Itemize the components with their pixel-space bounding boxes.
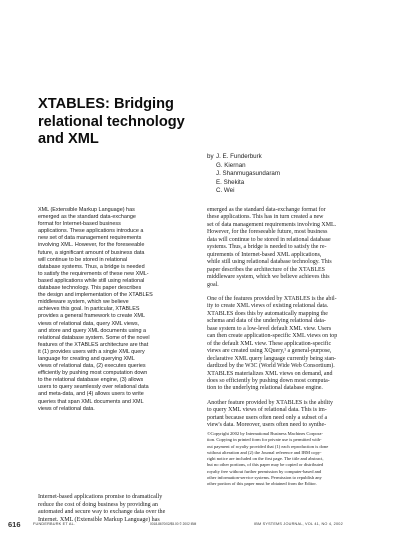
footer-code: 0018-8670/02/$5.00 © 2002 IBM <box>150 522 197 526</box>
body-paragraph-2 <box>207 296 365 393</box>
body-line: goal. <box>207 281 219 288</box>
title-line: XTABLES: Bridging <box>38 96 174 112</box>
abstract-line: to satisfy the requirements of these new XML- <box>38 270 149 277</box>
abstract-line: involving XML. However, for the foreseeable <box>38 242 145 249</box>
body-line: while still using relational database technology. This <box>207 259 332 266</box>
abstract-line: views of relational data, (2) executes queries <box>38 363 146 370</box>
abstract-line: efficiently by pushing most computation down <box>38 370 148 377</box>
body-line: does so efficiently by pushing down most computa- <box>207 377 330 384</box>
abstract-line: middleware system, which we believe <box>38 299 129 306</box>
abstract-line: achieves this goal. In particular, XTABLES <box>38 306 140 313</box>
body-line: can then create application-specific XML views on top <box>207 333 338 340</box>
intro-line: reduce the cost of doing business by providing an <box>38 501 158 508</box>
title-line: relational technology <box>38 113 185 130</box>
copyright-line: royalty free without further permission by computer-based and <box>207 468 322 474</box>
abstract-line: emerged as the standard data-exchange <box>38 214 136 221</box>
author-name: J. E. Funderburk <box>216 153 262 160</box>
body-line: base system to a low-level default XML view. Users <box>207 325 332 332</box>
body-line: view's data. Moreover, users often need to synthe- <box>207 422 327 429</box>
body-line: data will continue to be stored in relational database <box>207 236 331 243</box>
body-line: Another feature provided by XTABLES is the ability <box>207 400 333 406</box>
abstract-line: based applications while still using relational <box>38 277 145 284</box>
footer-journal: IBM SYSTEMS JOURNAL, VOL 41, NO 4, 2002 <box>254 522 343 526</box>
intro-line: Internet. XML (Extensible Markup Language) has <box>38 516 160 523</box>
body-line: paper describes the architecture of the XTABLES <box>207 266 325 273</box>
copyright-line: right notice are included on the first page. The title and abstract, <box>207 456 324 462</box>
abstract-line: applications. These applications introduce a <box>38 228 144 235</box>
abstract-line: XML (Extensible Markup Language) has <box>38 207 135 213</box>
abstract-line: relational database system. Some of the novel <box>38 334 150 341</box>
abstract-line: users to query seamlessly over relational data <box>38 384 149 391</box>
body-line: XTABLES does this by automatically mapping the <box>207 310 328 317</box>
abstract-line: the design and implementation of the XTABLES <box>38 292 153 299</box>
body-line: One of the features provided by XTABLES is the abil- <box>207 296 337 302</box>
article-title <box>38 96 238 149</box>
abstract-line: views of relational data, query XML views, <box>38 320 140 327</box>
body-line: declarative XML query language currently being stan- <box>207 355 337 362</box>
copyright-line: tion. Copying in printed form for private use is permitted with- <box>207 437 322 443</box>
body-paragraph-3 <box>207 400 365 430</box>
title-line: and XML <box>38 131 99 147</box>
abstract-line: to the relational database engine, (3) allows <box>38 377 144 384</box>
abstract-line: and meta-data, and (4) allows users to write <box>38 391 144 398</box>
abstract-line: will continue to be stored in relational <box>38 256 128 263</box>
body-line: these applications. This has in turn created a new <box>207 214 324 221</box>
copyright-notice <box>207 431 365 488</box>
body-paragraph-1 <box>207 207 365 289</box>
abstract-line: future, a significant amount of business data <box>38 249 145 256</box>
abstract-line: language for creating and querying XML <box>38 355 135 362</box>
body-line: set of data management requirements involving XML. <box>207 221 337 228</box>
body-line: However, for the foreseeable future, most business <box>207 229 328 236</box>
abstract-line: features of the XTABLES architecture are that <box>38 341 149 348</box>
body-line: ity to create XML views of existing relational data. <box>207 303 329 310</box>
author-list <box>216 153 280 196</box>
page-footer <box>0 520 400 532</box>
copyright-line: out payment of royalty provided that (1) each reproduction is done <box>207 443 329 449</box>
copyright-line: ©Copyright 2002 by International Business Machines Corpora- <box>207 431 323 436</box>
abstract-line: new set of data management requirements <box>38 235 142 242</box>
body-line: systems. Thus, a bridge is needed to satisfy the re- <box>207 244 327 251</box>
body-line: portant because users often need only a subset of a <box>207 414 328 421</box>
copyright-line: but no other portions, of this paper may be copied or distributed <box>207 462 324 468</box>
byline-by: by <box>207 153 214 160</box>
abstract-line: format for Internet-based business <box>38 221 121 228</box>
body-line: emerged as the standard data-exchange format for <box>207 207 326 213</box>
body-line: of the default XML view. These application-specific <box>207 340 332 347</box>
body-line: quirements of Internet-based XML applications, <box>207 251 322 258</box>
abstract-line: it (1) provides users with a single XML query <box>38 348 145 355</box>
copyright-line: without alteration and (2) the Journal reference and IBM copy- <box>207 449 322 455</box>
author-name: G. Kiernan <box>216 161 246 169</box>
intro-line: Internet-based applications promise to dramatically <box>38 494 163 500</box>
author-name: E. Shekita <box>216 178 245 186</box>
author-name: J. Shanmugasundaram <box>216 170 280 177</box>
body-line: schema and data of the underlying relational data- <box>207 318 326 325</box>
body-line: to query XML views of relational data. This is im- <box>207 407 327 414</box>
body-line: dardized by the W3C (World Wide Web Consortium). <box>207 363 335 370</box>
body-line: views are created using XQuery,¹ a general-purpose, <box>207 348 332 355</box>
abstract-line: provides a general framework to create XML <box>38 313 145 320</box>
abstract-line: and store and query XML documents using a <box>38 327 147 334</box>
body-line: tion to the underlying relational database engine. <box>207 385 323 392</box>
abstract-line: database technology. This paper describes <box>38 285 142 292</box>
body-line: middleware system, which we believe achieves this <box>207 274 330 281</box>
abstract <box>38 207 196 413</box>
author-name: C. Wei <box>216 187 235 194</box>
footer-authors: FUNDERBURK ET AL. <box>33 522 76 526</box>
abstract-line: queries that span XML documents and XML <box>38 398 144 405</box>
copyright-line: other information-service systems. Permission to republish any <box>207 475 322 481</box>
abstract-line: views of relational data. <box>38 405 95 412</box>
copyright-line: other portion of this paper must be obtained from the Editor. <box>207 481 317 487</box>
abstract-line: database systems. Thus, a bridge is needed <box>38 263 145 270</box>
intro-line: automated and secure way to exchange data over the <box>38 509 166 516</box>
page-number: 616 <box>8 520 21 529</box>
body-line: XTABLES materializes XML views on demand, and <box>207 370 333 377</box>
